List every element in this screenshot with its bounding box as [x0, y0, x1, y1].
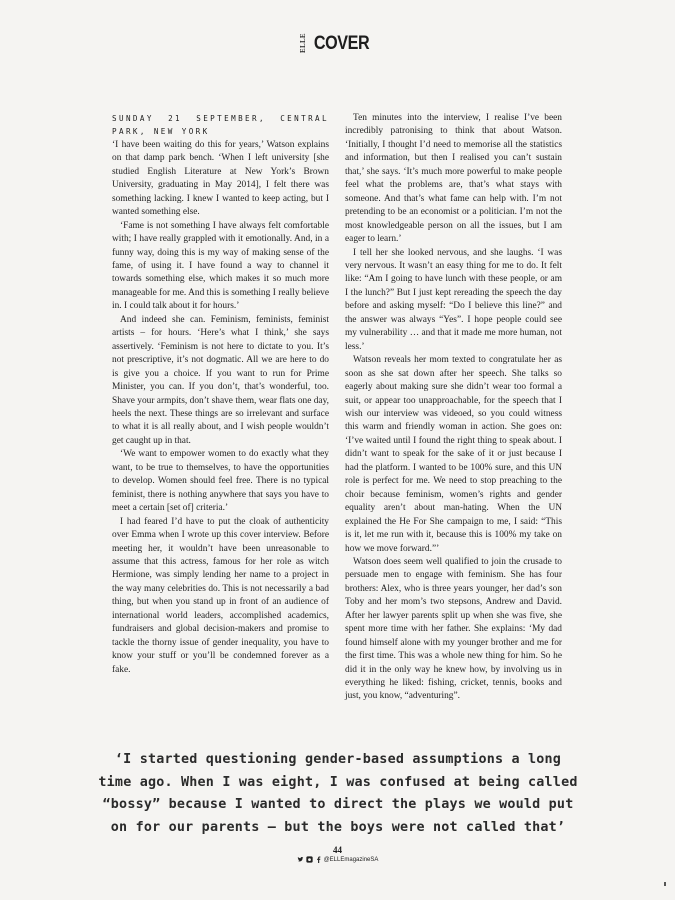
page-footer [0, 845, 675, 863]
page-number: 44 [333, 845, 342, 855]
social-handle: @ELLEmagazineSA [323, 856, 379, 863]
paragraph: And indeed she can. Feminism, feminists, feminist artists – for hours. ‘Here’s what I think,’ she says assertively. ‘Feminism is not here to dictate to you. It’s not prescriptive, it’s not dogmatic. All we are here to do is give you a choice. If you want to run for Prime Minister, you can. If you don’t, that’s wonderful, too. Shave your armpits, don’t shave them, wear flats one day, heels the next. These things are so irrelevant and surface to what it is all really about, and I wish people wouldn’t get caught up in that. [112, 314, 329, 446]
paragraph: ‘Fame is not something I have always felt comfortable with; I have really grappled with it emotionally. And, in a funny way, doing this is my way of making sense of the fame, of using it. I have found a way to channel it towards something else, which makes it so much more manageable for me. And this is something I really believe in. I could talk about it for hours.’ [112, 220, 329, 312]
paragraph: Watson does seem well qualified to join the crusade to persuade men to engage with feminism. She has four brothers: Alex, who is three years younger, her dad’s son Toby and her mom’s two stepsons, Andrew and David. After her lawyer parents split up when she was five, she spent more time with her father. She explains: ‘My dad found himself alone with my younger brother and me for the first time. This was a whole new thing for him. So he did it in the only way he knew how, by involving us in everything he liked: fishing, cricket, tennis, books and just, you know, “adventuring”. [345, 556, 562, 702]
section-title: COVER [314, 33, 370, 54]
paragraph: ‘We want to empower women to do exactly what they want, to be true to themselves, to have the opportunities to develop. Women should feel free. There is no typical feminist, there is nothing anywhere that says you have to meet a certain [set of] criteria.’ [112, 449, 329, 514]
paragraph: ‘I have been waiting do this for years,’ Watson explains on that damp park bench. ‘When I left university [she studied English Literature at New York’s Brown University, graduating in May 2014], I felt there was something lacking. I knew I wanted to keep acting, but I wanted something else. [112, 139, 329, 218]
article-column-right [345, 112, 562, 704]
paragraph: I had feared I’d have to put the cloak of authenticity over Emma when I wrote up this cover interview. Before meeting her, it wouldn’t have been unreasonable to assume that this actress, famous for her role as witch Hermione, was simply lending her name to a project in the way many celebrities do. This is not necessarily a bad thing, but when you stand up in front of an audience of international world leaders, accomplished academics, fundraisers and global decision-makers and promise to tackle the thorny issue of gender inequality, you have to know your stuff or you’ll be condemned forever as a fake. [112, 516, 329, 675]
twitter-icon [297, 856, 304, 863]
article-body [112, 112, 562, 704]
social-links [0, 856, 675, 863]
facebook-icon [315, 856, 322, 863]
paragraph: Ten minutes into the interview, I realise I’ve been incredibly patronising to think that about Watson. ‘Initially, I thought I’d need to memorise all the statistics and information, but then I realised you can’t sustain that,’ she says. ‘It’s much more powerful to make people feel what the problems are, that’s what stays with someone. And that’s what fame can help with. I’m not pretending to be an economist or a politician. I’m not the most knowledgeable person on all the issues, but I am eager to learn.’ [345, 113, 562, 245]
article-column-left [112, 112, 329, 704]
pull-quote: ‘I started questioning gender-based assumptions a long time ago. When I was eight, I was confused at being called “bossy” because I wanted to direct the plays we would put on for our parents – but the boys were not called that’ [98, 752, 578, 835]
instagram-icon [306, 856, 313, 863]
paragraph: I tell her she looked nervous, and she laughs. ‘I was very nervous. It wasn’t an easy thing for me to do. It felt like: “Am I going to have lunch with these people, or am I the lunch?” But I just kept rereading the speech the day before and asking myself: “Do I believe this line?” and the answer was always “Yes”. I hope people could see my vulnerability … and that it made me more human, not less.’ [345, 247, 562, 352]
dateline: SUNDAY 21 SEPTEMBER, CENTRAL PARK, NEW YORK [112, 114, 329, 137]
paragraph: Watson reveals her mom texted to congratulate her as soon as she sat down after her speech. She talks so eagerly about making sure she didn’t wear too formal a suit, or appear too unapproachable, for the speech that I wish our interview was videoed, so you could witness this warm and friendly woman in action. She goes on: ‘I’ve waited until I found the right thing to speak about. I didn’t want to speak for the sake of it or just because I had the platform. I wanted to be 100% sure, and this UN role is perfect for me. We need to stop preaching to the choir because feminism, women’s rights and gender equality aren’t about man-hating. When the UN explained the He For She campaign to me, I said: “This is it, let me run with it, because this is 100% my take on how we move forward.”’ [345, 355, 562, 554]
brand-logo: ELLE [299, 33, 308, 53]
section-header [0, 34, 675, 53]
page-edge-mark [664, 882, 666, 886]
